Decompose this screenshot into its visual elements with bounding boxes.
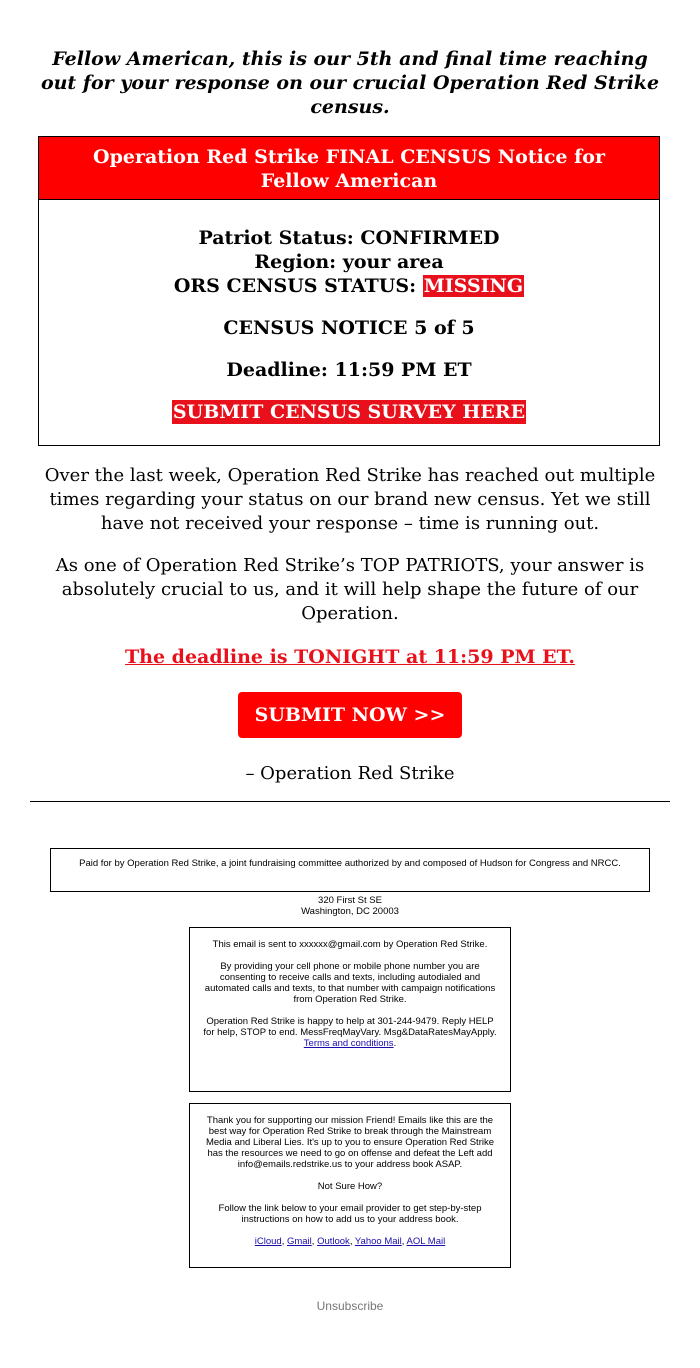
consent-text: By providing your cell phone or mobile phone number you are consenting to receive calls and texts, including autodialed and automated calls and texts, to that number with campaign notifications from Operation Red Strike. [204,961,496,1005]
patriot-status: Patriot Status: CONFIRMED [198,227,500,249]
paid-for-disclaimer: Paid for by Operation Red Strike, a joint fundraising committee authorized by and composed of Hudson for Congress and NRCC. [50,848,650,892]
help-text-block [202,1016,498,1049]
notice-body [39,200,659,424]
census-status-badge: MISSING [423,275,524,297]
mailing-address [40,895,660,917]
census-status [39,274,659,298]
provider-link-outlook[interactable]: Outlook [317,1236,350,1247]
intro-heading: Fellow American, this is our 5th and final time reaching out for your response on our crucial Operation Red Strike census. [40,48,660,118]
notice-header: Operation Red Strike FINAL CENSUS Notice for Fellow American [39,137,659,200]
address-line-1: 320 First St SE [318,895,382,906]
terms-suffix: . [393,1038,397,1049]
divider [30,801,670,802]
address-book-box [189,1103,511,1268]
follow-text: Follow the link below to your email provider to get step-by-step instructions on how to add us to your address book. [218,1203,482,1225]
help-text: Operation Red Strike is happy to help at 301-244-9479. Reply HELP for help, STOP to end. MessFreqMayVary. Msg&DataRatesMayApply. [203,1016,497,1038]
notice-deadline: Deadline: 11:59 PM ET [226,359,472,381]
signature: – Operation Red Strike [245,763,455,784]
email-info-box [189,927,511,1092]
submit-now-button[interactable]: SUBMIT NOW >> [238,692,462,738]
thanks-text: Thank you for supporting our mission Friend! Emails like this are the best way for Operation Red Strike to break through the Mainstream Media and Liberal Lies. It's up to you to ensure Operation Red Strike has the resources we need to go on offense and defeat the Left add info@emails.redstrike.us to your address book ASAP. [205,1115,495,1170]
provider-link-gmail[interactable]: Gmail [286,1236,312,1247]
address-line-2: Washington, DC 20003 [301,906,399,917]
body-paragraph-2: As one of Operation Red Strike’s TOP PATRIOTS, your answer is absolutely crucial to us, and it will help shape the future of our Operation. [55,555,645,624]
census-notice-box [38,136,660,446]
submit-census-link[interactable]: SUBMIT CENSUS SURVEY HERE [172,401,526,423]
not-sure-text: Not Sure How? [317,1181,383,1192]
region: Region: your area [254,251,444,273]
unsubscribe-link[interactable]: Unsubscribe [316,1299,384,1313]
body-paragraph-1: Over the last week, Operation Red Strike has reached out multiple times regarding your status on our brand new census. Yet we still have not received your response – time is running out. [44,465,656,534]
provider-link-icloud[interactable]: iCloud [254,1236,282,1247]
sent-to-text: This email is sent to xxxxxx@gmail.com by Operation Red Strike. [212,939,488,950]
provider-link-aol[interactable]: AOL Mail [406,1236,446,1247]
provider-links: iCloud, Gmail, Outlook, Yahoo Mail, AOL Mail [254,1236,446,1247]
census-status-label: ORS CENSUS STATUS: [173,275,417,297]
provider-link-yahoo[interactable]: Yahoo Mail [354,1236,402,1247]
notice-count: CENSUS NOTICE 5 of 5 [223,317,475,339]
terms-link[interactable]: Terms and conditions [303,1038,394,1049]
deadline-link[interactable]: The deadline is TONIGHT at 11:59 PM ET. [125,646,575,668]
